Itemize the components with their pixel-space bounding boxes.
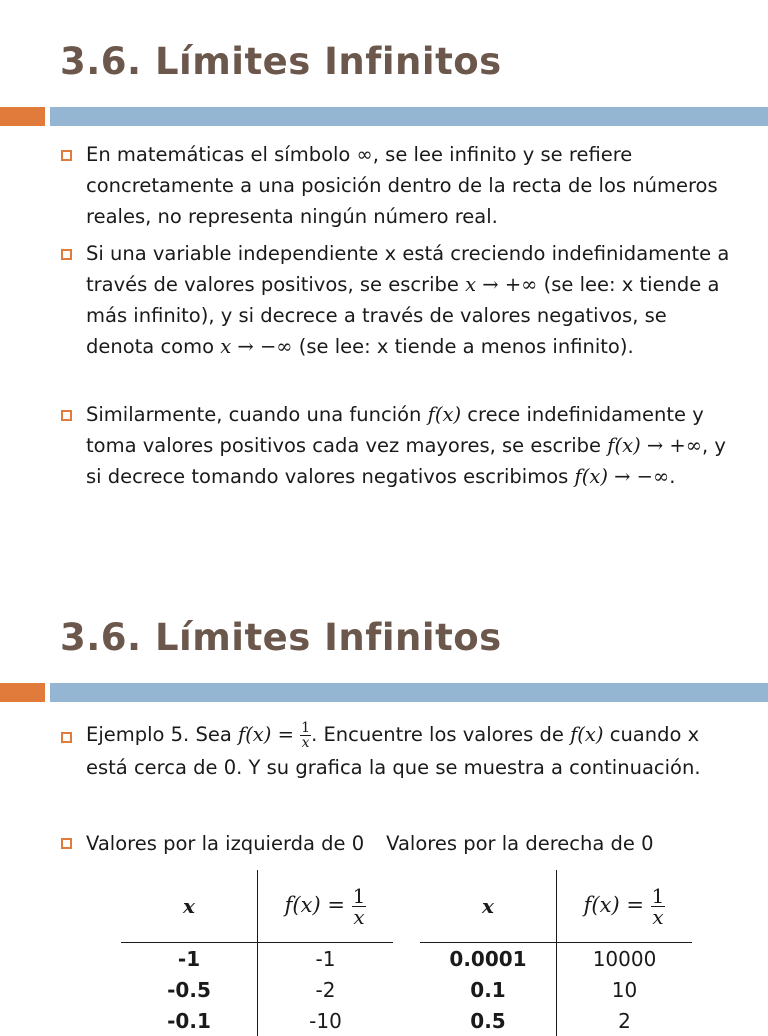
example-text: Ejemplo 5. Sea f(x) = $\frac{1}{x}$ . Encuentre los valores de f(x) cuando x está cerca de 0. Y su grafica la que se muestra a continuación. <box>86 720 701 779</box>
bullet-square-icon <box>60 248 74 262</box>
accent-bar-blue <box>50 107 768 126</box>
accent-bar-orange <box>0 683 45 702</box>
right-values-label: Valores por la derecha de 0 <box>386 832 654 855</box>
table-row: 0.5 2 <box>420 1005 692 1036</box>
fraction: $\frac{1}{x}$ <box>301 720 311 751</box>
bullet-text-2: Si una variable independiente x está creciendo indefinidamente a través de valores positivos, se escribe x → +∞ (se lee: x tiende a más infinito), y si decrece a través de valores negativos, se denota como x → −∞ (se lee: x tiende a menos infinito). <box>86 242 730 358</box>
bullet-square-icon <box>60 731 74 745</box>
column-header-x: x <box>420 870 557 943</box>
table-row: -0.1 -10 <box>121 1005 393 1036</box>
bullet-text-3: Similarmente, cuando una función f(x) crece indefinidamente y toma valores positivos cada vez mayores, se escribe f(x) → +∞, y si decrece tomando valores negativos escribimos f(x) → −∞. <box>86 403 726 488</box>
bullet-square-icon <box>60 149 74 163</box>
column-header-fx: f(x) = $\frac{1}{x}$ <box>258 870 394 943</box>
accent-bar-blue <box>50 683 768 702</box>
table-right-values <box>420 870 692 1036</box>
column-header-x: x <box>121 870 258 943</box>
table-row: 0.1 10 <box>420 974 692 1005</box>
slide-title: 3.6. Límites Infinitos <box>60 616 502 659</box>
bullet-text-1: En matemáticas el símbolo ∞, se lee infinito y se refiere concretamente a una posición dentro de la recta de los números reales, no representa ningún número real. <box>86 143 718 228</box>
table-row: -0.5 -2 <box>121 974 393 1005</box>
bullet-square-icon <box>60 409 74 423</box>
table-row: -1 -1 <box>121 943 393 975</box>
column-header-fx: f(x) = $\frac{1}{x}$ <box>557 870 693 943</box>
slide-title: 3.6. Límites Infinitos <box>60 40 502 83</box>
values-heading <box>86 828 766 859</box>
bullet-square-icon <box>60 837 74 851</box>
left-values-label: Valores por la izquierda de 0 <box>86 832 365 855</box>
table-left-values <box>121 870 393 1036</box>
table-row: 0.0001 10000 <box>420 943 692 975</box>
slide-2 <box>0 576 768 1033</box>
accent-bar-orange <box>0 107 45 126</box>
